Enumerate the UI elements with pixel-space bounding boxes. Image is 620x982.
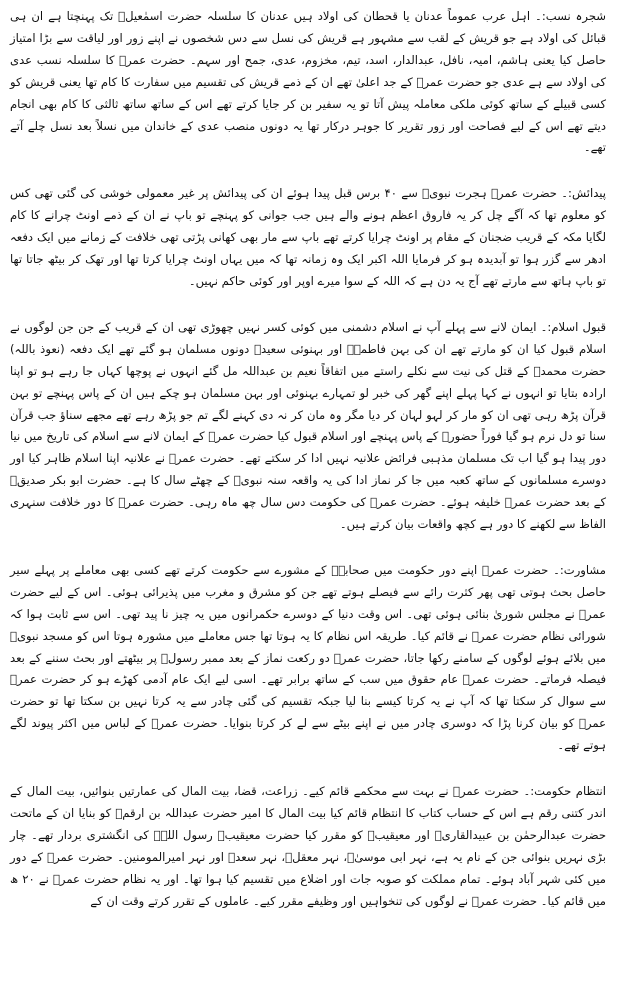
section-body: ایمان لانے سے پہلے آپ نے اسلام دشمنی میں کوئی کسر نہیں چھوڑی تھی ان کے قریب کے جن جن لوگوں نے اسلام قبول کیا ان کو مارتے تھے ان کی بہن فاطمہؓ اور بہنوئی سعیدؓ دونوں مسلمان ہو گئے تھے ایک دفعہ (نعوذ باللہ) حضرت محمدؐ کے قتل کی نیت سے نکلے راستے میں اتفاقاً نعیم بن عبداللہ مل گئے انہوں نے پوچھا کہاں جا رہے ہو تو اپنا ارادہ بتایا تو انہوں نے کہا پہلے اپنے گھر کی خبر لو تمہارے بہنوئی اور بہن مسلمان ہو چکے ہیں ان کے پاس پہنچے تو بہن قرآن پڑھ رہی تھی ان کو مار کر لہو لہان کر دیا مگر وہ مان کر نہ دی کہنے لگے تم جو پڑھ رہے تھے مجھے سناؤ جب قرآن سنا تو دل نرم ہو گیا فوراً حضورؐ کے پاس پہنچے اور اسلام قبول کیا حضرت عمرؓ کے ایمان لانے سے اسلام کی تاریخ میں نیا دور پیدا ہو گیا اب تک مسلمان مذہبی فرائض علانیہ نہیں ادا کر سکتے تھے۔ حضرت عمرؓ نے علانیہ اپنا اسلام ظاہر کیا اور دوسرے مسلمانوں کے ساتھ کعبہ میں جا کر نماز ادا کی یہ واقعہ سنہ نبویؐ کے چھٹے سال کا ہے۔ حضرت ابو بکر صدیقؓ کے بعد حضرت عمرؓ خلیفہ ہوئے۔ حضرت عمرؓ کی حکومت دس سال چھ ماہ رہی۔ حضرت عمرؓ کا دور خلافت سنہری الفاظ سے لکھنے کا دور ہے کچھ واقعات بیان کرتے ہیں۔ bbox=[10, 319, 606, 532]
section-lineage bbox=[10, 6, 606, 159]
section-body: حضرت عمرؓ ہجرت نبویؐ سے ۴۰ برس قبل پیدا ہوئے ان کی پیدائش پر غیر معمولی خوشی کی گئی تھی کس کو معلوم تھا کہ آگے چل کر یہ فاروق اعظم ہونے والے ہیں جب جوانی کو پہنچے تو باپ نے ان کے ذمے اونٹ چرانے کا کام لگایا مکہ کے قریب ضجنان کے مقام پر اونٹ چرایا کرتے تھے باپ سے مار بھی کھانی پڑتی تھی خلافت کے زمانے میں ایک دفعہ ادھر سے گزر ہوا تو آبدیدہ ہو کر فرمایا اللہ اکبر ایک وہ زمانہ تھا کہ میں یہاں اونٹ چرایا کرتا تھا اور تھک کر بیٹھ جاتا تھا تو باپ ہاتھ سے مارتے تھے آج یہ دن ہے کہ اللہ کے سوا میرے اوپر اور کوئی حاکم نہیں۔ bbox=[10, 186, 606, 288]
section-heading: مشاورت:۔ bbox=[553, 562, 606, 577]
section-heading: پیدائش:۔ bbox=[561, 186, 607, 201]
section-acceptance-of-islam bbox=[10, 317, 606, 536]
section-body: حضرت عمرؓ نے بہت سے محکمے قائم کیے۔ زراعت، قضا، بیت المال کی عمارتیں بنوائیں، بیت المال کے اندر کتنی رقم ہے اس کے حساب کتاب کا انتظام قائم کیا بیت المال کا امیر حضرت عبداللہ بن ارقمؓ کو بنایا ان کے ماتحت حضرت عبدالرحمٰن بن عبیدالقاریؓ اور معیقیبؓ کو مقرر کیا حضرت معیقیبؓ رسول اللہؐ کی انگشتری بردار تھے۔ چار بڑی نہریں بنوائی جن کے نام یہ ہے، نہر ابی موسیٰؓ، نہر معقلؓ، نہر سعدؓ اور نہر امیرالمومنین۔ حضرت عمرؓ کے دور میں کئی شہر آباد ہوئے۔ تمام مملکت کو صوبہ جات اور اضلاع میں تقسیم کیا ہوا تھا۔ اور یہ نظام حضرت عمرؓ نے ۲۰ ھ میں قائم کیا۔ حضرت عمرؓ نے لوگوں کی تنخواہیں اور وظیفے مقرر کیے۔ عاملوں کے تقرر کرتے وقت ان کے bbox=[10, 784, 606, 908]
section-body: اہل عرب عموماً عدنان یا قحطان کی اولاد ہیں عدنان کا سلسلہ حضرت اسمٰعیلؑ تک پہنچتا ہے ان ہی قبائل کی اولاد ہے جو قریش کے لقب سے مشہور ہے قریش کی نسل سے دس شخصوں نے اپنے زور اور لیاقت سے بڑا امتیاز حاصل کیا یعنی ہاشم، امیہ، نافل، عبدالدار، اسد، تیم، مخزوم، عدی، جمح اور سہم۔ حضرت عمرؓ کا سلسلہ نسب عدی کی اولاد سے ہے عدی جو حضرت عمرؓ کے جد اعلیٰ تھے ان کے ذمے قریش کی تقسیم میں سفارت کا کام تھا یعنی قریش کو کسی قبیلے کے ساتھ کوئی ملکی معاملہ پیش آتا تو یہ سفیر بن کر جایا کرتے تھے اس کے ساتھ ساتھ ثالثی کا کام بھی انجام دیتے تھے اس کے لیے فصاحت اور زور تقریر کا جوہر درکار تھا یہ دونوں منصب عدی کے خاندان میں نسلاً بعد نسل چلے آتے تھے۔ bbox=[10, 9, 606, 155]
section-heading: قبول اسلام:۔ bbox=[540, 319, 607, 334]
section-body: حضرت عمرؓ اپنے دور حکومت میں صحابہؓ کے مشورے سے حکومت کرتے تھے کسی بھی معاملے پر پہلے سیر حاصل بحث ہوتی تھی پھر کثرت رائے سے فیصلے ہوتے تھے جن کو مشرق و مغرب میں پذیرائی ہوئی۔ اس کے لیے حضرت عمرؓ نے مجلس شوریٰ بنائی ہوئی تھی۔ اس وقت دنیا کے دوسرے حکمرانوں میں یہ چیز نا پید تھی۔ اس سے ثابت ہوا کہ شورائی نظام حضرت عمرؓ نے قائم کیا۔ طریقہ اس نظام کا یہ ہوتا تھا جس معاملے میں مشورہ ہوتا اس کو مسجد نبویؐ میں بلائے ہوئے لوگوں کے سامنے رکھا جاتا، حضرت عمرؓ دو رکعت نماز کے بعد ممبر رسولؐ پر بیٹھتے اور بحث سننے کے بعد فیصلہ فرماتے۔ حضرت عمرؓ عام حقوق میں سب کے ساتھ برابر تھے۔ اسی لیے ایک عام آدمی کھڑے ہو کر حضرت عمرؓ سے سوال کر سکتا تھا کہ آپ نے یہ کرتا کیسے بنا لیا جبکہ تقسیم کی گئی چادر سے یہ کرتا نہیں بن سکتا تھا تو حضرت عمرؓ کو بیان کرنا پڑا کہ دوسری چادر میں نے اپنے بیٹے سے لے کر کرتا بنوایا۔ حضرت عمرؓ کے لباس میں اکثر پیوند لگے ہوتے تھے۔ bbox=[10, 562, 606, 753]
section-consultation bbox=[10, 560, 606, 757]
section-heading: شجرہ نسب:۔ bbox=[535, 9, 607, 23]
section-heading: انتظام حکومت:۔ bbox=[523, 784, 606, 799]
section-birth bbox=[10, 183, 606, 293]
section-administration bbox=[10, 781, 606, 912]
